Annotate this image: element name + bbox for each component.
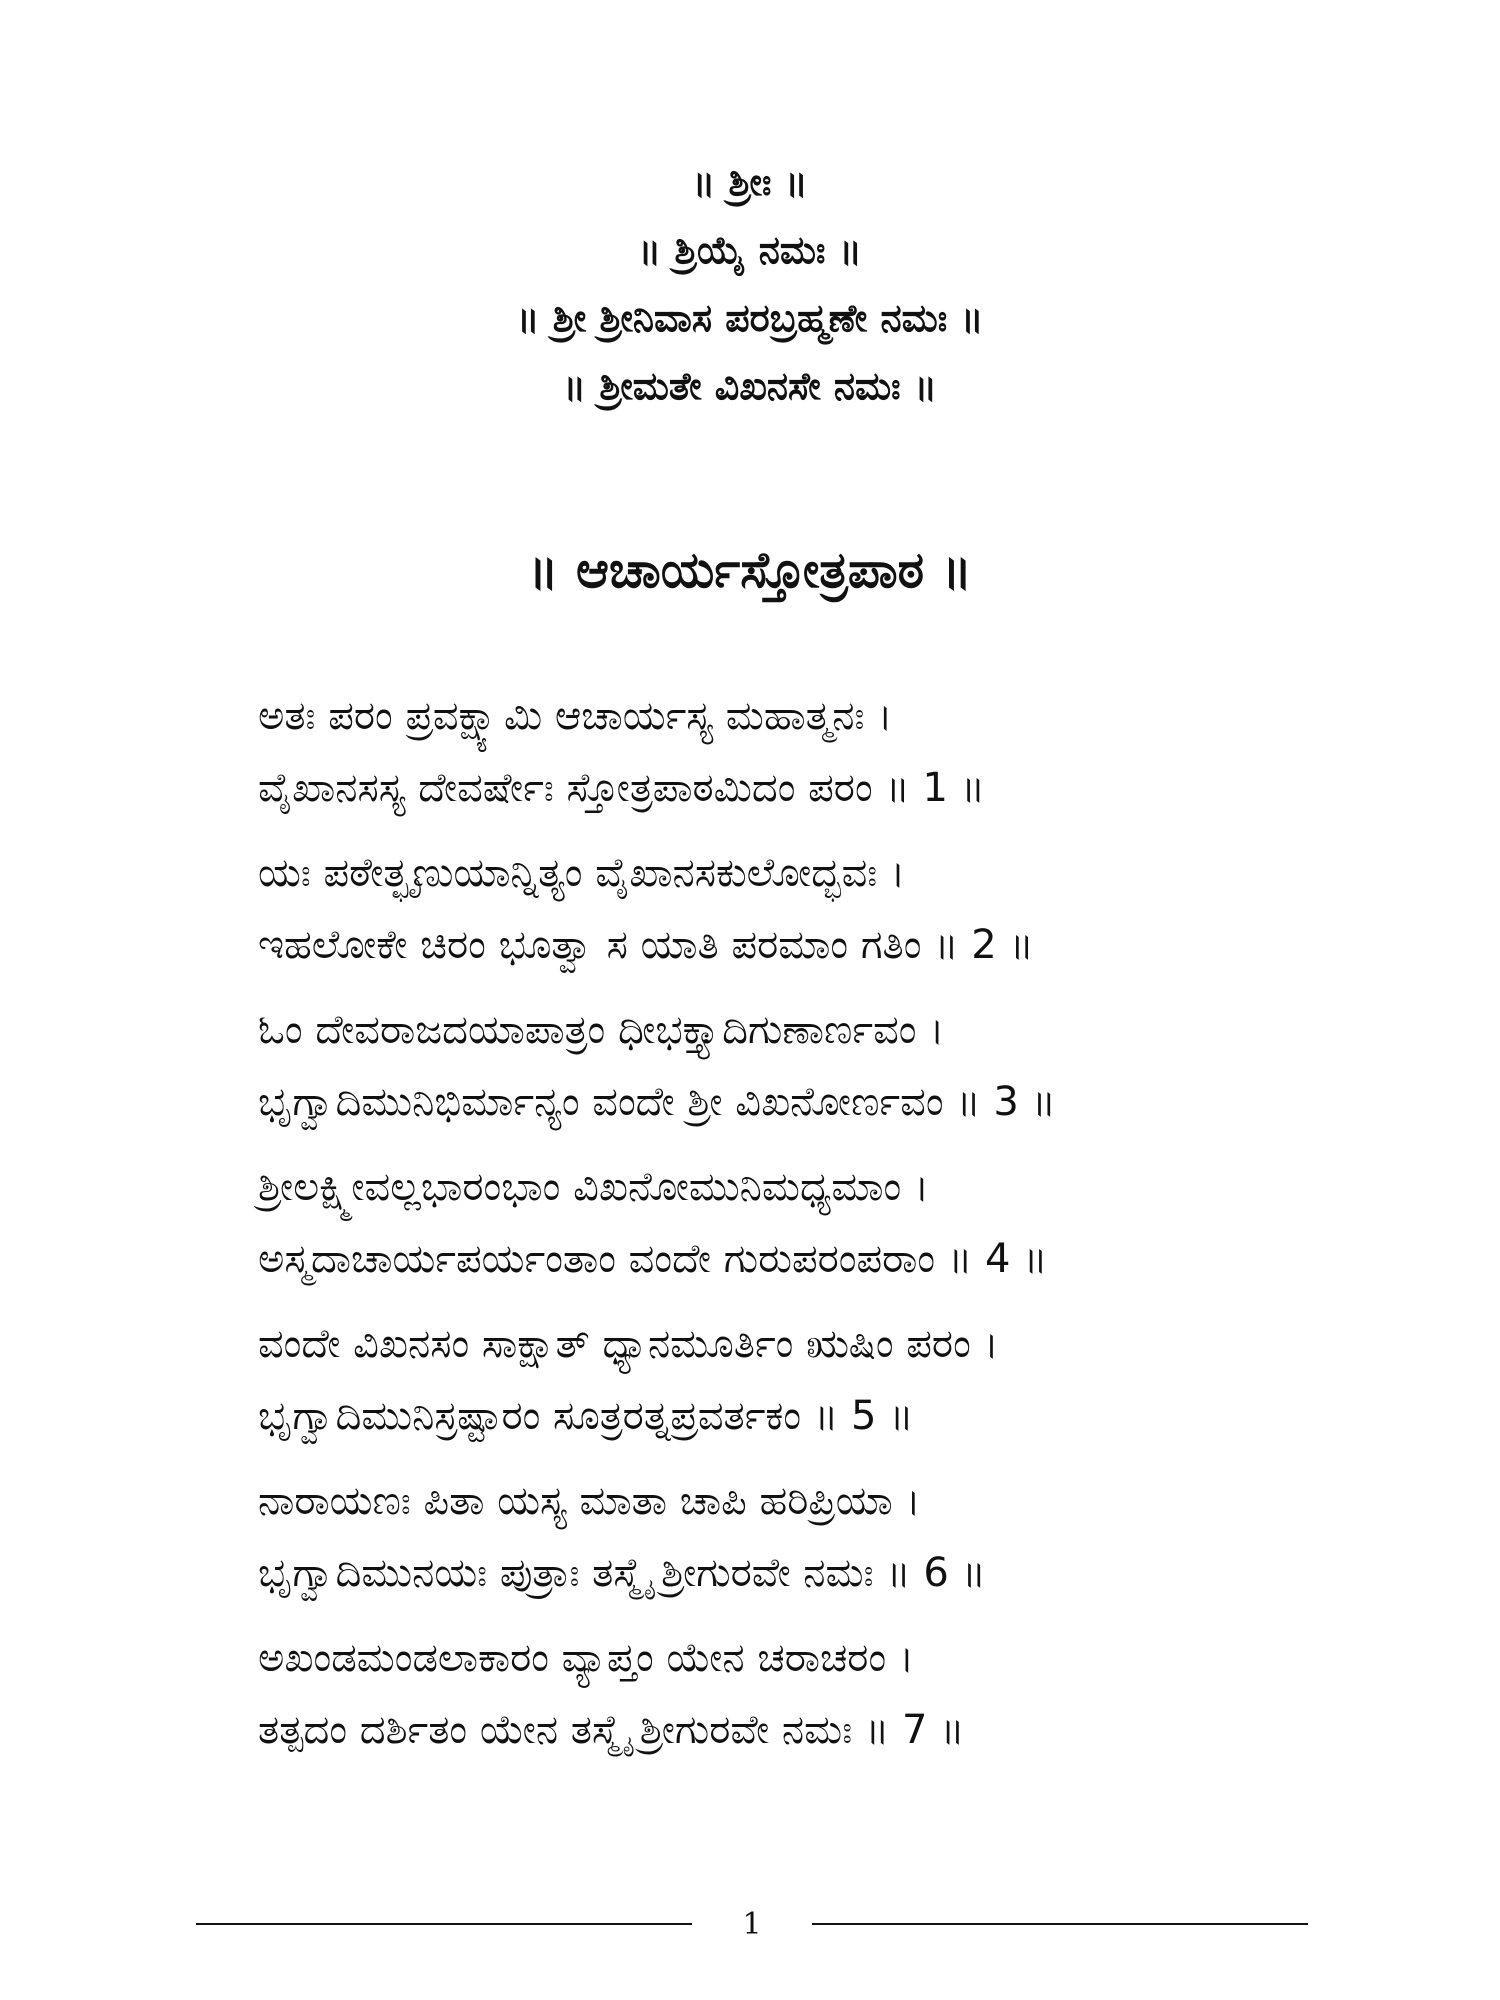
verse-4	[258, 1151, 1458, 1308]
invocation-line: ॥ ಶ್ರೀಮತೇ ವಿಖನಸೇ ನಮಃ ॥	[562, 364, 938, 408]
page-number: 1	[742, 1907, 762, 1942]
verse-line: ವಂದೇ ವಿಖನಸಂ ಸಾಕ್ಷಾತ್ ಧ್ಯಾನಮೂರ್ತಿಂ ಋಷಿಂ ಪರಂ ।	[258, 1321, 999, 1367]
page-footer	[0, 1905, 1500, 1945]
invocation-line: ॥ ಶ್ರಿಯೈ ನಮಃ ॥	[638, 228, 862, 272]
verse-line: ಭೃಗ್ವಾದಿಮುನಯಃ ಪುತ್ರಾಃ ತಸ್ಮೈ ಶ್ರೀಗುರವೇ ನಮಃ ॥ 6 ॥	[258, 1550, 986, 1596]
verse-2	[258, 837, 1458, 994]
verse-5	[258, 1308, 1458, 1465]
verse-line: ಭೃಗ್ವಾದಿಮುನಿಸ್ರಷ್ಟಾರಂ ಸೂತ್ರರತ್ನಪ್ರವರ್ತಕಂ ॥ 5 ॥	[258, 1393, 914, 1439]
footer-rule-right	[812, 1923, 1308, 1925]
verse-line: ಯಃ ಪಠೇತ್ಛೃಣುಯಾನ್ನಿತ್ಯಂ ವೈಖಾನಸಕುಲೋದ್ಭವಃ ।	[258, 850, 906, 896]
verse-line: ಅತಃ ಪರಂ ಪ್ರವಕ್ಷ್ಯಾಮಿ ಆಚಾರ್ಯಸ್ಯ ಮಹಾತ್ಮನಃ ।	[258, 693, 893, 739]
verse-line: ಶ್ರೀಲಕ್ಷ್ಮೀವಲ್ಲಭಾರಂಭಾಂ ವಿಖನೋಮುನಿಮಧ್ಯಮಾಂ ।	[258, 1164, 930, 1210]
verse-6	[258, 1465, 1458, 1622]
verse-1	[258, 680, 1458, 837]
verse-line: ತತ್ಪದಂ ದರ್ಶಿತಂ ಯೇನ ತಸ್ಮೈ ಶ್ರೀಗುರವೇ ನಮಃ ॥ 7 ॥	[258, 1707, 965, 1753]
verse-line: ಭೃಗ್ವಾದಿಮುನಿಭಿರ್ಮಾನ್ಯಂ ವಂದೇ ಶ್ರೀ ವಿಖನೋರ್ಣವಂ ॥ 3 ॥	[258, 1079, 1056, 1125]
verse-list	[258, 680, 1458, 1779]
page-title: ॥ ಆಚಾರ್ಯಸ್ತೋತ್ರಪಾಠ ॥	[528, 541, 972, 599]
verse-3	[258, 994, 1458, 1151]
verse-line: ಅಖಂಡಮಂಡಲಾಕಾರಂ ವ್ಯಾಪ್ತಂ ಯೇನ ಚರಾಚರಂ ।	[258, 1635, 915, 1681]
invocation-line: ॥ ಶ್ರೀ ಶ್ರೀನಿವಾಸ ಪರಬ್ರಹ್ಮಣೇ ನಮಃ ॥	[516, 296, 984, 340]
verse-7	[258, 1622, 1458, 1779]
footer-rule-left	[196, 1923, 692, 1925]
invocation-line: ॥ ಶ್ರೀಃ ॥	[692, 160, 808, 204]
verse-line: ವೈಖಾನಸಸ್ಯ ದೇವರ್ಷೇಃ ಸ್ತೋತ್ರಪಾಠಮಿದಂ ಪರಂ ॥ 1 ॥	[258, 765, 986, 811]
verse-line: ಇಹಲೋಕೇ ಚಿರಂ ಭೂತ್ವಾ ಸ ಯಾತಿ ಪರಮಾಂ ಗತಿಂ ॥ 2 ॥	[258, 922, 1034, 968]
invocation-block	[0, 148, 1500, 420]
verse-line: ಅಸ್ಮದಾಚಾರ್ಯಪರ್ಯಂತಾಂ ವಂದೇ ಗುರುಪರಂಪರಾಂ ॥ 4 ॥	[258, 1236, 1048, 1282]
verse-line: ನಾರಾಯಣಃ ಪಿತಾ ಯಸ್ಯ ಮಾತಾ ಚಾಪಿ ಹರಿಪ್ರಿಯಾ ।	[258, 1478, 921, 1524]
verse-line: ಓಂ ದೇವರಾಜದಯಾಪಾತ್ರಂ ಧೀಭಕ್ತ್ಯಾದಿಗುಣಾರ್ಣವಂ ।	[258, 1007, 945, 1053]
